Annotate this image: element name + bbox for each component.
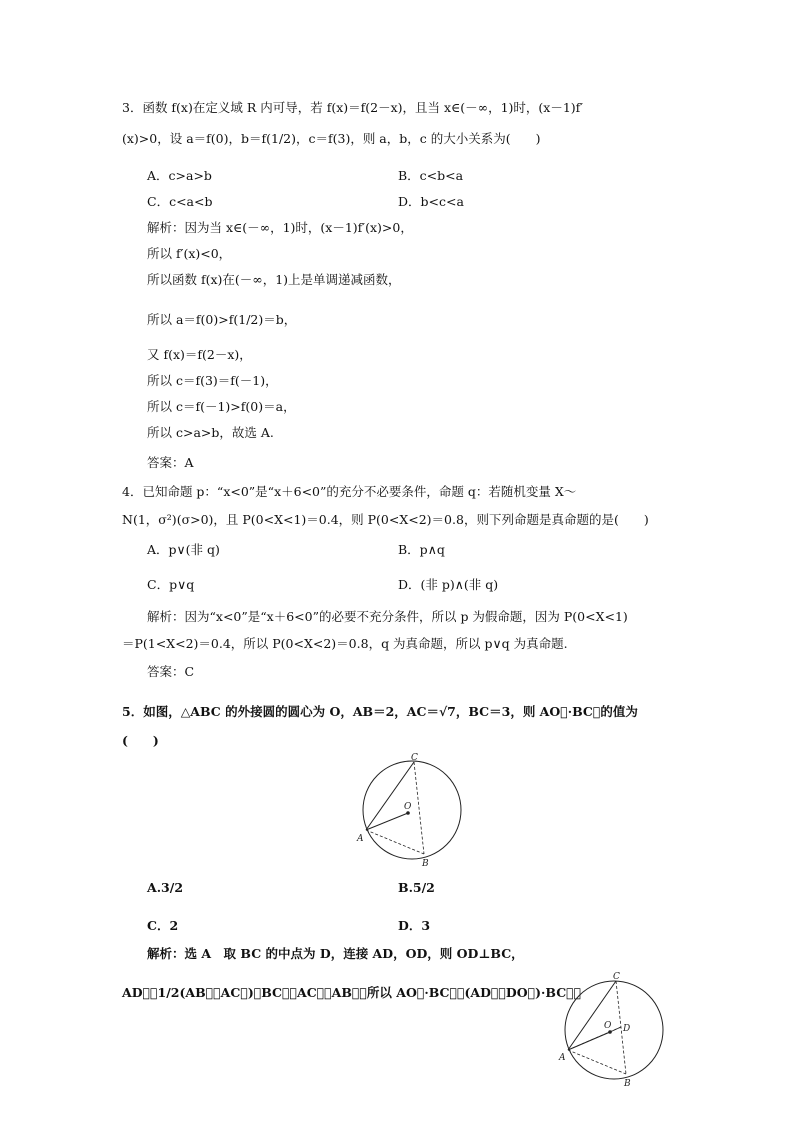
circumcircle (363, 761, 461, 859)
q3-option-b: B．c<b<a (398, 168, 464, 183)
q4-solution-line: ＝P(1<X<2)＝0.4，所以 P(0<X<2)＝0.8，q 为真命题，所以 p∨q 为真命题. (122, 636, 568, 651)
segment-bc (414, 762, 424, 854)
q5-stem-line1: 5．如图，△ABC 的外接圆的圆心为 O，AB＝2，AC＝√7，BC＝3，则 AO⃗·BC⃗的值为 (122, 704, 638, 719)
q4-solution-line: 解析：因为“x<0”是“x＋6<0”的必要不充分条件，所以 p 为假命题，因为 P(0<X<1) (147, 609, 628, 624)
q3-stem-line2: (x)>0，设 a＝f(0)，b＝f(1/2)，c＝f(3)，则 a，b，c 的大小关系为( ) (122, 131, 541, 146)
q4-answer: 答案：C (147, 664, 195, 679)
q4-option-a: A．p∨(非 q) (147, 542, 220, 557)
q5-stem-line2: ( ) (122, 733, 159, 748)
q3-solution-line: 所以 a＝f(0)>f(1/2)＝b， (147, 312, 297, 327)
q3-solution-line: 所以 f′(x)<0， (147, 246, 232, 261)
q3-solution-line: 所以 c>a>b，故选 A. (147, 425, 274, 440)
label-b: B (422, 859, 429, 869)
q3-option-c: C．c<a<b (147, 194, 213, 209)
label-a: A (357, 834, 364, 844)
q3-option-a: A．c>a>b (147, 168, 212, 183)
segment-od (610, 1027, 621, 1032)
q4-stem-line2: N(1，σ²)(σ>0)，且 P(0<X<1)＝0.4，则 P(0<X<2)＝0.8，则下列命题是真命题的是( ) (122, 512, 649, 527)
label-c: C (411, 753, 418, 763)
q5-option-a: A.3/2 (147, 880, 184, 895)
q4-option-c: C．p∨q (147, 577, 195, 592)
label-d: D (623, 1024, 631, 1034)
label-b: B (624, 1079, 631, 1089)
q5-option-b: B.5/2 (398, 880, 435, 895)
label-o: O (604, 1021, 612, 1031)
label-c: C (613, 972, 620, 982)
q3-solution-line: 解析：因为当 x∈(－∞，1)时，(x－1)f′(x)>0， (147, 220, 413, 235)
q4-stem-line1: 4．已知命题 p：“x<0”是“x＋6<0”的充分不必要条件，命题 q：若随机变量 X～ (122, 484, 577, 499)
q4-option-b: B．p∧q (398, 542, 445, 557)
q3-solution-line: 又 f(x)＝f(2－x)， (147, 347, 252, 362)
q5-option-d: D．3 (398, 918, 431, 933)
q4-option-d: D．(非 p)∧(非 q) (398, 577, 499, 592)
q3-stem-line1: 3．函数 f(x)在定义域 R 内可导，若 f(x)＝f(2－x)，且当 x∈(－∞，1)时，(x－1)f′ (122, 100, 584, 115)
triangle-midpoint-figure (556, 970, 676, 1090)
q3-answer: 答案：A (147, 455, 194, 470)
triangle-circumcircle-figure (355, 752, 475, 872)
q3-solution-line: 所以 c＝f(－1)>f(0)＝a， (147, 399, 296, 414)
q5-solution-line: AD⃗＝1/2(AB⃗＋AC⃗)，BC⃗＝AC⃗－AB⃗，所以 AO⃗·BC⃗＝(AD⃗＋DO⃗)·BC⃗＝ (122, 985, 582, 1000)
q3-solution-line: 所以函数 f(x)在(－∞，1)上是单调递减函数， (147, 272, 401, 287)
q5-option-c: C．2 (147, 918, 179, 933)
label-a: A (559, 1053, 566, 1063)
q3-solution-line: 所以 c＝f(3)＝f(－1)， (147, 373, 278, 388)
q5-solution-line: 解析：选 A 取 BC 的中点为 D，连接 AD，OD，则 OD⊥BC， (147, 946, 524, 961)
label-o: O (404, 802, 412, 812)
q3-option-d: D．b<c<a (398, 194, 464, 209)
